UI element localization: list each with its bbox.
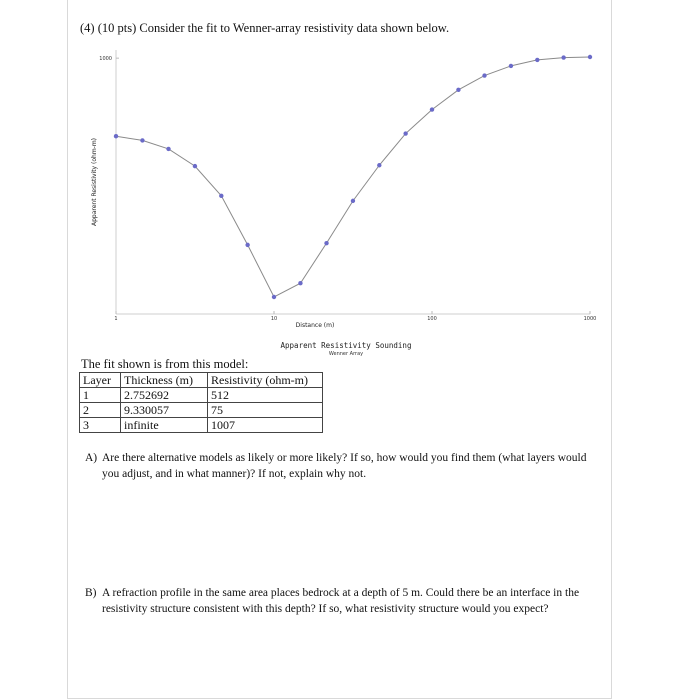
x-tick-label: 1000	[583, 316, 597, 322]
resistivity-cell: 512	[208, 388, 323, 403]
thickness-cell: infinite	[121, 418, 208, 433]
data-point	[561, 55, 565, 59]
data-point	[219, 194, 223, 198]
tick-layer	[99, 56, 596, 322]
x-tick-label: 100	[427, 316, 437, 322]
data-point	[430, 107, 434, 111]
data-point	[403, 131, 407, 135]
data-point	[272, 295, 276, 299]
question-a	[85, 450, 595, 482]
layer-cell: 3	[80, 418, 121, 433]
model-caption: The fit shown is from this model:	[81, 357, 249, 371]
table-row	[80, 418, 323, 433]
question-a-letter: A)	[85, 452, 98, 464]
header-layer: Layer	[80, 373, 121, 388]
question-b-letter: B)	[85, 587, 97, 599]
data-point	[456, 88, 460, 92]
data-point	[140, 138, 144, 142]
chart-title: Apparent Resistivity Sounding	[280, 341, 412, 350]
data-point	[351, 199, 355, 203]
layer-cell: 2	[80, 403, 121, 418]
model-table	[79, 372, 323, 433]
layer-cell: 1	[80, 388, 121, 403]
data-point	[298, 281, 302, 285]
table-row	[80, 403, 323, 418]
chart-subtitle: Wenner Array	[328, 351, 364, 357]
data-point	[535, 58, 539, 62]
model-table-header-row	[80, 373, 323, 388]
x-axis-label: Distance (m)	[295, 322, 335, 329]
data-point	[482, 73, 486, 77]
resistivity-cell: 75	[208, 403, 323, 418]
table-row	[80, 388, 323, 403]
data-point	[509, 64, 513, 68]
thickness-cell: 9.330057	[121, 403, 208, 418]
question-header: (4) (10 pts) Consider the fit to Wenner-array resistivity data shown below.	[80, 21, 450, 35]
header-resistivity: Resistivity (ohm-m)	[208, 373, 323, 388]
x-tick-label: 1	[114, 316, 118, 322]
data-point	[114, 134, 118, 138]
data-point	[377, 163, 381, 167]
question-b	[85, 585, 595, 617]
x-tick-label: 10	[270, 316, 278, 322]
y-tick-label: 1000	[99, 56, 112, 63]
question-b-text: A refraction profile in the same area places bedrock at a depth of 5 m. Could there be an interface in the resistivity structure consistent with this depth? If so, what resistivity structure would you expect?	[102, 587, 580, 615]
y-axis-label: Apparent Resistivity (ohm-m)	[91, 137, 98, 227]
data-point	[245, 243, 249, 247]
question-a-text: Are there alternative models as likely or more likely? If so, how would you find them (what layers would you adjust, and in what manner)? If not, explain why not.	[102, 452, 587, 480]
data-point	[588, 55, 592, 59]
fit-line	[116, 57, 590, 297]
data-point	[324, 241, 328, 245]
data-point	[193, 164, 197, 168]
marker-layer	[114, 55, 592, 299]
resistivity-cell: 1007	[208, 418, 323, 433]
data-point	[166, 147, 170, 151]
header-thickness: Thickness (m)	[121, 373, 208, 388]
thickness-cell: 2.752692	[121, 388, 208, 403]
